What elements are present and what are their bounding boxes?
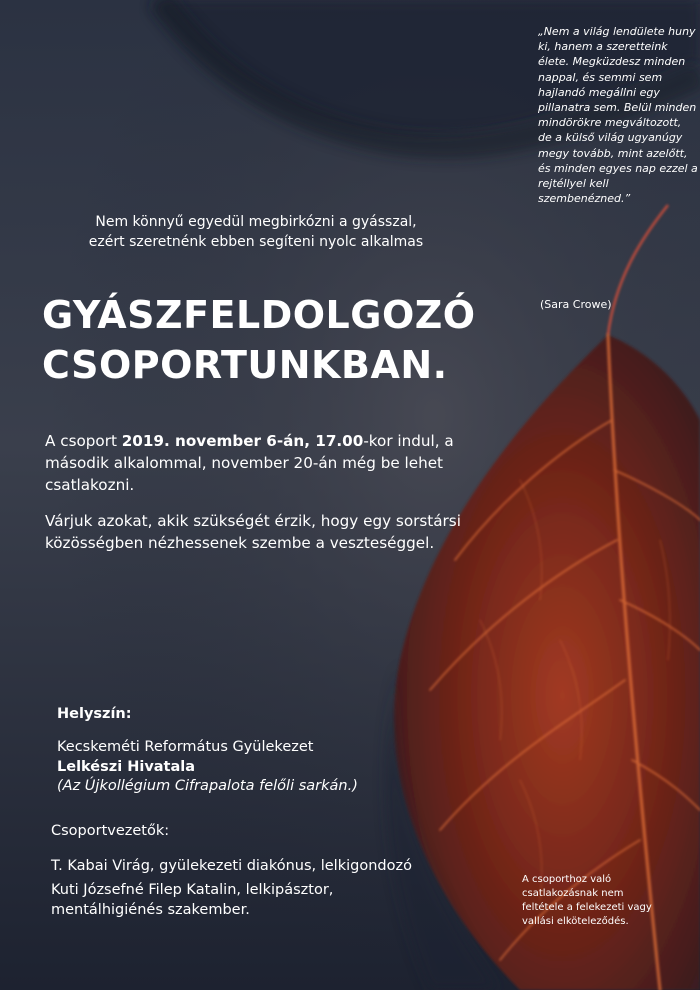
location-line-1: Kecskeméti Református Gyülekezet <box>57 739 314 755</box>
membership-note: A csoporthoz való csatlakozásnak nem feltétele a felekezeti vagy vallási elköteleződés. <box>522 874 652 927</box>
title-line-2: CSOPORTUNKBAN. <box>42 343 448 387</box>
leader-line-2: Kuti Józsefné Filep Katalin, lelkipásztor, <box>51 882 334 898</box>
location-line-2: Lelkészi Hivatala <box>57 759 196 775</box>
intro-text <box>46 212 466 252</box>
quote-text: „Nem a világ lendülete huny ki, hanem a szeretteink élete. Megküzdesz minden nappal, és semmi sem hajlandó megállni egy pillanatra sem. Belül minden mindörökre megváltozott, de a külső világ ugyanúgy megy tovább, mint azelőtt, és minden egyes nap ezzel a rejtéllyel kell szembenézned.” <box>538 25 698 206</box>
quote-author: (Sara Crowe) <box>540 298 612 311</box>
location-line-3: (Az Újkollégium Cifrapalota felőli sarkán.) <box>57 778 358 794</box>
page-title <box>42 290 522 390</box>
schedule-date: 2019. november 6-án, 17.00 <box>121 432 364 450</box>
invitation-paragraph: Várjuk azokat, akik szükségét érzik, hogy egy sorstársi közösségben nézhessenek szembe a veszteséggel. <box>45 512 461 552</box>
intro-line-1: Nem könnyű egyedül megbirkózni a gyásszal, <box>95 214 417 230</box>
schedule-rest: -kor indul, a második alkalommal, november 20-án még be lehet csatlakozni. <box>45 432 454 494</box>
leader-line-3: mentálhigiénés szakember. <box>51 902 250 918</box>
title-line-1: GYÁSZFELDOLGOZÓ <box>42 293 476 337</box>
schedule-prefix: A csoport <box>45 432 122 450</box>
leaders-heading: Csoportvezetők: <box>51 823 170 839</box>
schedule-paragraph <box>45 430 475 496</box>
location-heading: Helyszín: <box>57 706 132 722</box>
intro-line-2: ezért szeretnénk ebben segíteni nyolc alkalmas <box>88 234 424 250</box>
leader-line-1: T. Kabai Virág, gyülekezeti diakónus, lelkigondozó <box>51 858 412 874</box>
